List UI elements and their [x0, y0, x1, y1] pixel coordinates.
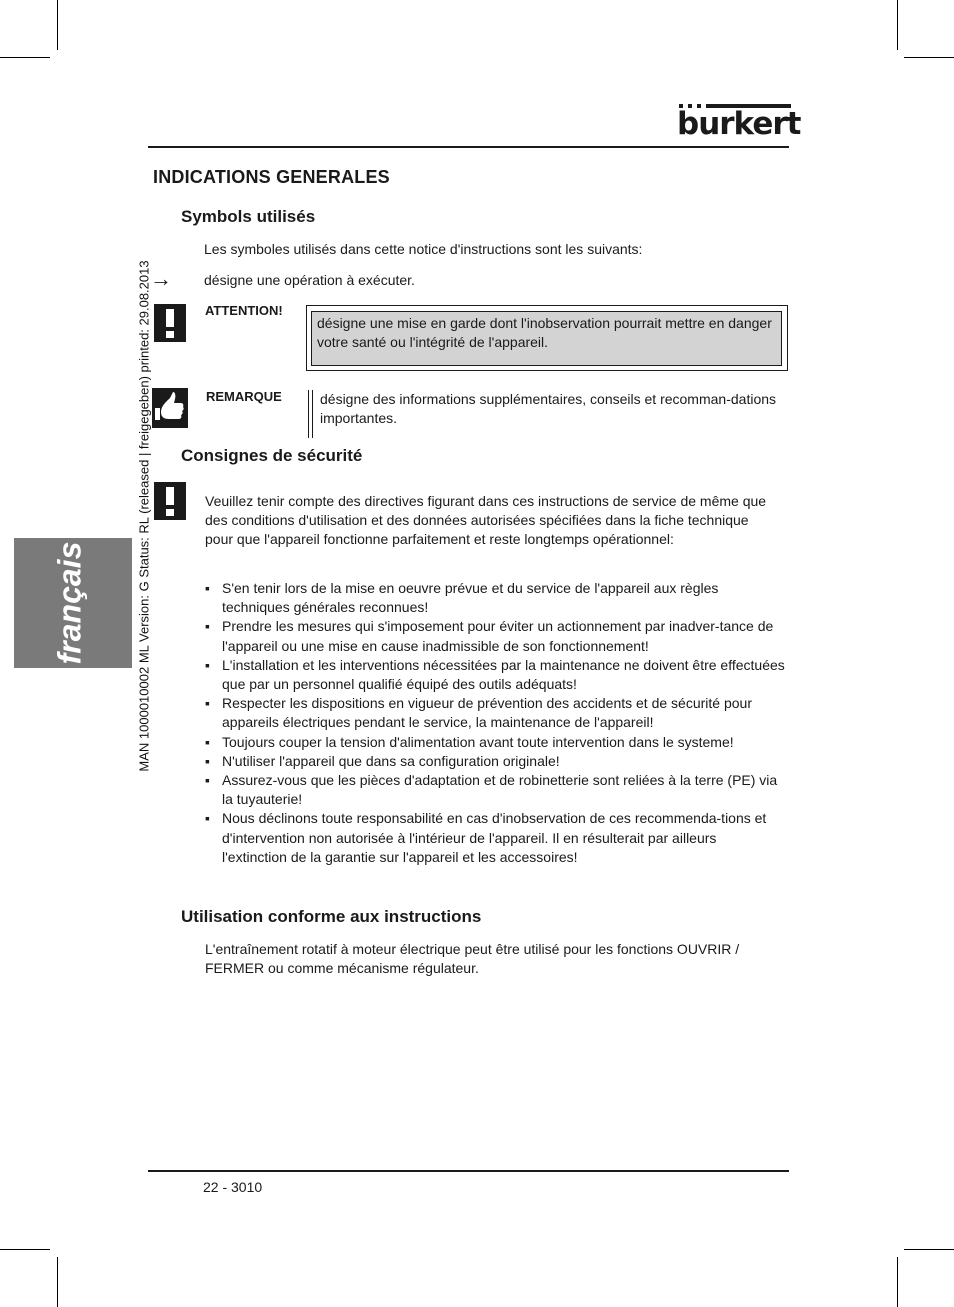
- remarque-text: désigne des informations supplémentaires, conseils et recomman-dations importantes.: [320, 391, 777, 426]
- arrow-description: désigne une opération à exécuter.: [204, 272, 415, 288]
- crop-mark: [0, 1249, 50, 1250]
- list-item: ▪ Assurez-vous que les pièces d'adaptation et de robinetterie sont reliées à la terre (PE) via la tuyauterie!: [205, 772, 778, 808]
- language-tab-label: français: [51, 541, 88, 665]
- footer-rule: [148, 1170, 789, 1172]
- crop-mark: [57, 0, 58, 50]
- list-item: ▪ Respecter les dispositions en vigueur de prévention des accidents et de sécurité pour appareils électriques pendant le service, la maintenance de l'appareil!: [205, 695, 752, 731]
- safety-intro: Veuillez tenir compte des directives figurant dans ces instructions de service de même que des conditions d'utilisation et des données autorisées spécifiées dans la fiche technique pour que l'appareil fonctionne parfaitement et reste longtemps opérationnel:: [205, 493, 767, 547]
- safety-list: [205, 579, 785, 867]
- remarque-divider: [312, 390, 313, 438]
- usage-heading: Utilisation conforme aux instructions: [181, 907, 482, 926]
- warning-icon: [154, 482, 186, 520]
- attention-text: désigne une mise en garde dont l'inobservation pourrait mettre en danger votre santé ou l'intégrité de l'appareil.: [317, 315, 772, 350]
- crop-mark: [897, 1257, 898, 1307]
- list-item: ▪ S'en tenir lors de la mise en oeuvre prévue et du service de l'appareil aux règles techniques générales reconnues!: [205, 580, 719, 616]
- list-item: ▪ L'installation et les interventions nécessitées par la maintenance ne doivent être effectuées que par un personnel qualifié équipé des outils adéquats!: [205, 656, 785, 693]
- list-item: ▪ Prendre les mesures qui s'imposement pour éviter un actionnement par inadver-tance de l'appareil ou une mise en cause inadmissible de son fonctionnement!: [205, 618, 774, 654]
- crop-mark: [897, 0, 898, 50]
- list-item: ▪ N'utiliser l'appareil que dans sa configuration originale!: [205, 752, 560, 769]
- header-rule: [148, 146, 789, 148]
- document-code: MAN 1000010002 ML Version: G Status: RL (released | freigegeben) printed: 29.08.2013: [136, 260, 152, 772]
- usage-text: L'entraînement rotatif à moteur électrique peut être utilisé pour les fonctions OUVRIR / FERMER ou comme mécanisme régulateur.: [205, 941, 740, 976]
- logo-text: burkert: [677, 106, 801, 142]
- burkert-logo: [677, 104, 801, 144]
- list-item: ▪ Nous déclinons toute responsabilité en cas d'inobservation de ces recommenda-tions et d'intervention non autorisée à l'intérieur de l'appareil. Il en résulterait par ailleurs l'extinction de la garantie sur l'appareil et les accessoires!: [205, 810, 767, 865]
- page-title: INDICATIONS GENERALES: [153, 167, 390, 187]
- crop-mark: [904, 57, 954, 58]
- symbols-heading: Symbols utilisés: [181, 207, 316, 226]
- safety-heading: Consignes de sécurité: [181, 446, 363, 465]
- crop-mark: [904, 1249, 954, 1250]
- list-item: ▪ Toujours couper la tension d'alimentation avant toute intervention dans le systeme!: [205, 733, 734, 750]
- arrow-icon: →: [150, 266, 172, 291]
- remarque-label: REMARQUE: [206, 389, 282, 404]
- warning-icon: [154, 304, 186, 342]
- attention-label: ATTENTION!: [205, 303, 283, 318]
- remarque-divider: [308, 390, 309, 438]
- thumb-note-icon: [152, 388, 188, 428]
- crop-mark: [0, 57, 50, 58]
- page-number: 22 - 3010: [203, 1179, 263, 1195]
- crop-mark: [57, 1257, 58, 1307]
- symbols-intro: Les symboles utilisés dans cette notice d'instructions sont les suivants:: [204, 241, 643, 257]
